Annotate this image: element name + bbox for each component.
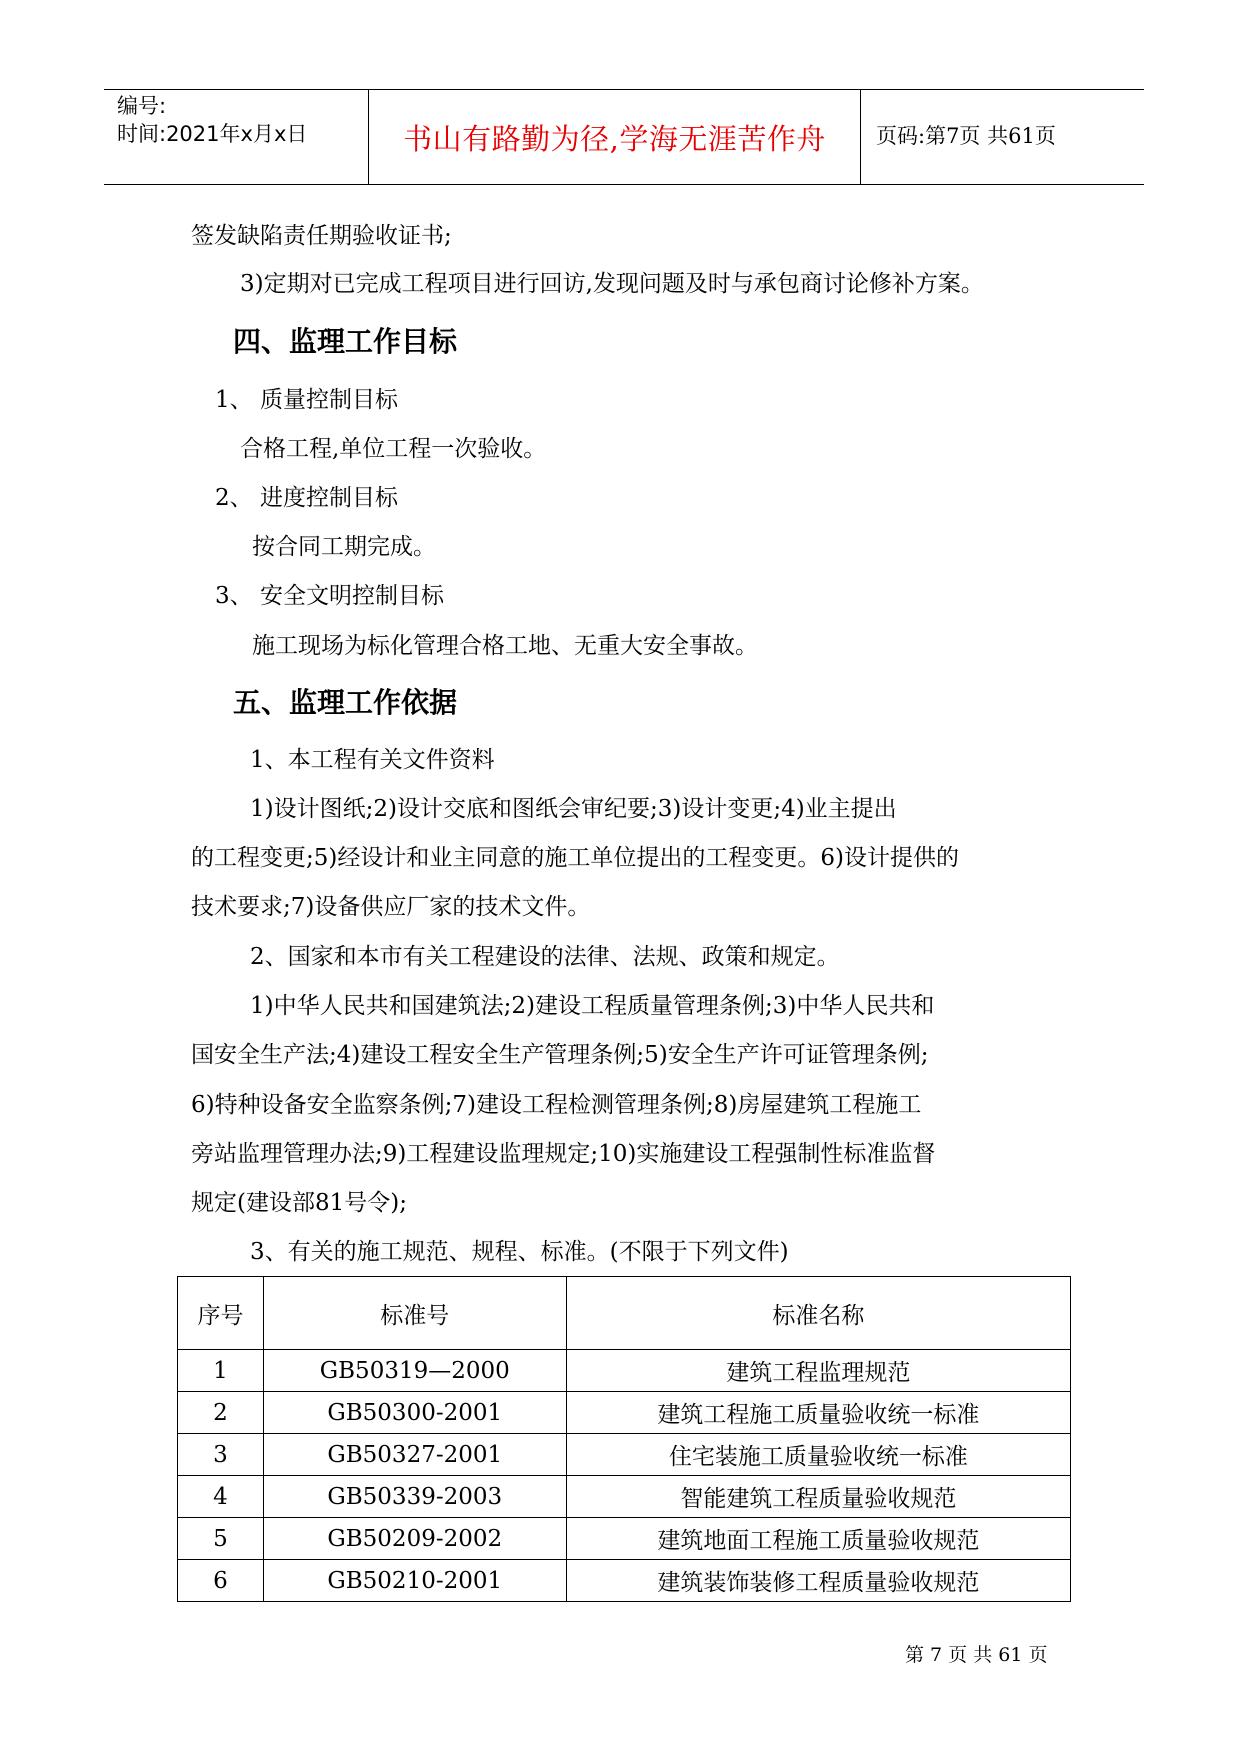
body-line: 旁站监理管理办法;9)工程建设监理规定;10)实施建设工程强制性标准监督 bbox=[191, 1141, 936, 1167]
table-cell-index: 1 bbox=[178, 1350, 264, 1392]
page-header bbox=[104, 89, 1144, 185]
table-header-row bbox=[178, 1277, 1071, 1350]
page-footer: 第 7 页 共 61 页 bbox=[905, 1644, 1048, 1666]
body-line: 国安全生产法;4)建设工程安全生产管理条例;5)安全生产许可证管理条例; bbox=[191, 1042, 929, 1068]
table-cell-index: 3 bbox=[178, 1434, 264, 1476]
table-cell-name: 建筑装饰装修工程质量验收规范 bbox=[566, 1560, 1070, 1602]
section-5-title: 五、监理工作依据 bbox=[233, 686, 458, 719]
header-motto: 书山有路勤为径,学海无涯苦作舟 bbox=[403, 121, 826, 156]
table-row bbox=[178, 1476, 1071, 1518]
section-5-item-1: 1、本工程有关文件资料 bbox=[250, 747, 495, 773]
table-header-cell: 标准号 bbox=[263, 1277, 566, 1350]
body-line: 规定(建设部81号令); bbox=[191, 1190, 407, 1216]
table-header-cell: 序号 bbox=[178, 1277, 264, 1350]
table-header-cell: 标准名称 bbox=[566, 1277, 1070, 1350]
body-line: 的工程变更;5)经设计和业主同意的施工单位提出的工程变更。6)设计提供的 bbox=[191, 845, 959, 871]
table-cell-index: 5 bbox=[178, 1518, 264, 1560]
section-5-item-3: 3、有关的施工规范、规程、标准。(不限于下列文件) bbox=[250, 1239, 789, 1265]
section-4-item-1-text: 合格工程,单位工程一次验收。 bbox=[240, 436, 547, 462]
table-cell-code: GB50319—2000 bbox=[263, 1350, 566, 1392]
table-row bbox=[178, 1350, 1071, 1392]
table-cell-name: 住宅装施工质量验收统一标准 bbox=[566, 1434, 1070, 1476]
header-divider-right bbox=[860, 90, 861, 184]
section-4-item-3: 3、 安全文明控制目标 bbox=[215, 583, 444, 609]
section-5-item-2: 2、国家和本市有关工程建设的法律、法规、政策和规定。 bbox=[250, 944, 840, 970]
body-line: 3)定期对已完成工程项目进行回访,发现问题及时与承包商讨论修补方案。 bbox=[240, 271, 984, 297]
section-4-title: 四、监理工作目标 bbox=[233, 325, 458, 358]
table-cell-index: 6 bbox=[178, 1560, 264, 1602]
table-cell-index: 2 bbox=[178, 1392, 264, 1434]
table-row bbox=[178, 1392, 1071, 1434]
body-line: 1)设计图纸;2)设计交底和图纸会审纪要;3)设计变更;4)业主提出 bbox=[250, 796, 897, 822]
table-cell-name: 建筑工程施工质量验收统一标准 bbox=[566, 1392, 1070, 1434]
table-cell-code: GB50339-2003 bbox=[263, 1476, 566, 1518]
table-cell-code: GB50327-2001 bbox=[263, 1434, 566, 1476]
body-line: 6)特种设备安全监察条例;7)建设工程检测管理条例;8)房屋建筑工程施工 bbox=[191, 1092, 922, 1118]
header-page-label: 页码:第7页 共61页 bbox=[876, 124, 1056, 148]
table-cell-name: 建筑地面工程施工质量验收规范 bbox=[566, 1518, 1070, 1560]
table-row bbox=[178, 1434, 1071, 1476]
table-cell-code: GB50209-2002 bbox=[263, 1518, 566, 1560]
table-cell-code: GB50210-2001 bbox=[263, 1560, 566, 1602]
table-row bbox=[178, 1518, 1071, 1560]
standards-table bbox=[177, 1276, 1071, 1602]
section-4-item-1: 1、 质量控制目标 bbox=[215, 387, 398, 413]
table-cell-index: 4 bbox=[178, 1476, 264, 1518]
body-line: 签发缺陷责任期验收证书; bbox=[191, 223, 452, 249]
table-cell-name: 智能建筑工程质量验收规范 bbox=[566, 1476, 1070, 1518]
header-time-label: 时间:2021年x月x日 bbox=[117, 122, 308, 146]
section-4-item-2: 2、 进度控制目标 bbox=[215, 485, 398, 511]
table-row bbox=[178, 1560, 1071, 1602]
body-line: 技术要求;7)设备供应厂家的技术文件。 bbox=[191, 894, 591, 920]
table-cell-code: GB50300-2001 bbox=[263, 1392, 566, 1434]
header-number-label: 编号: bbox=[117, 94, 167, 118]
section-4-item-3-text: 施工现场为标化管理合格工地、无重大安全事故。 bbox=[252, 633, 758, 659]
section-4-item-2-text: 按合同工期完成。 bbox=[252, 534, 436, 560]
table-cell-name: 建筑工程监理规范 bbox=[566, 1350, 1070, 1392]
header-meta bbox=[117, 90, 367, 184]
body-line: 1)中华人民共和国建筑法;2)建设工程质量管理条例;3)中华人民共和 bbox=[250, 993, 935, 1019]
